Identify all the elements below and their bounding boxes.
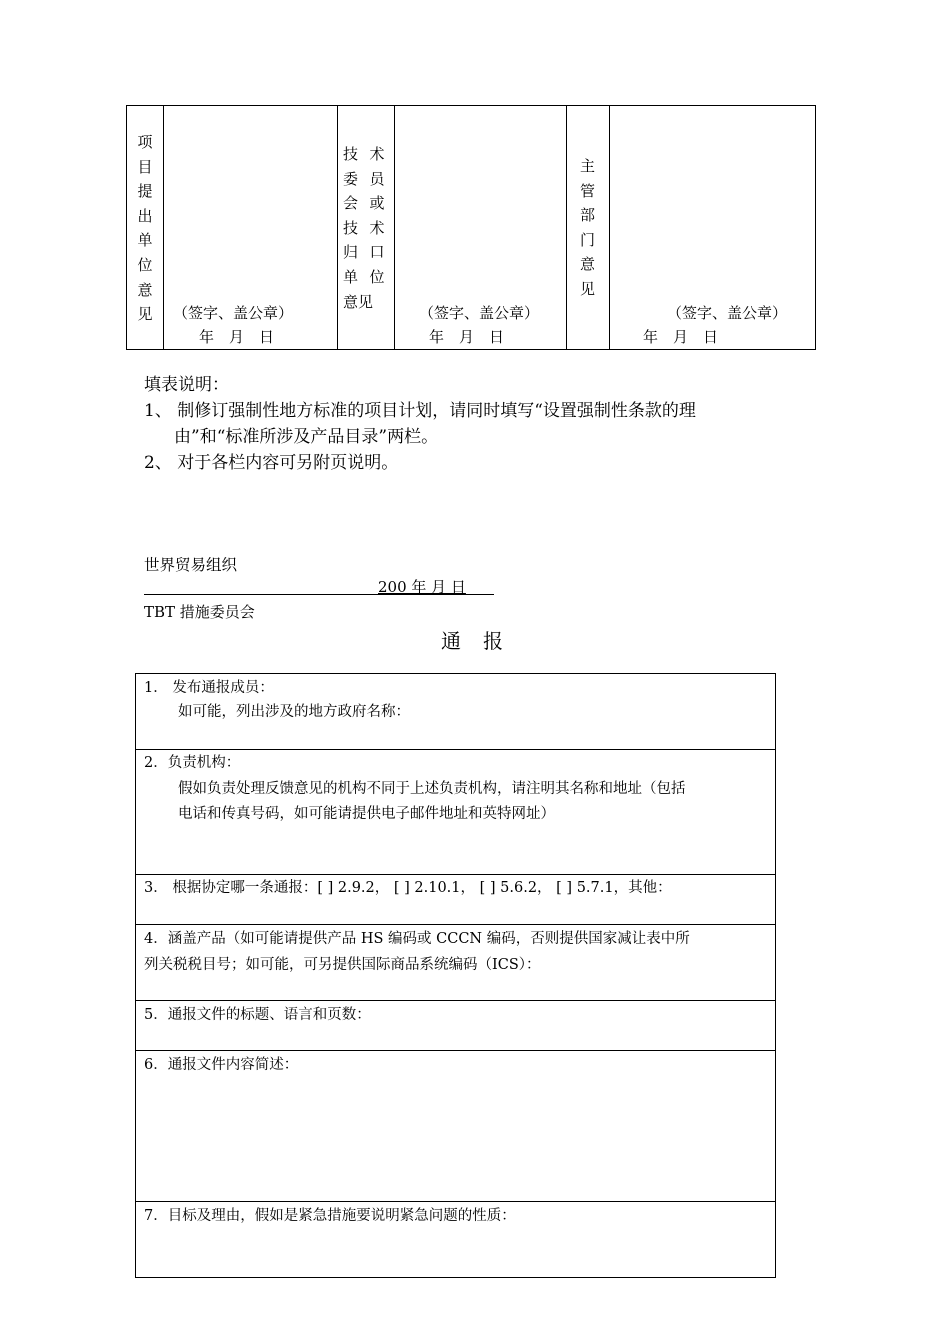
table-row xyxy=(136,1201,775,1278)
column-divider xyxy=(609,106,610,349)
page-title: 通 报 xyxy=(441,629,504,653)
label-char: 意 xyxy=(137,280,153,299)
row-label: 6．通报文件内容简述： xyxy=(144,1057,299,1073)
approval-table xyxy=(126,105,816,350)
label-char: 主 xyxy=(579,157,595,175)
table-row xyxy=(136,1050,775,1202)
notes-heading: 填表说明： xyxy=(144,375,229,395)
label-char: 技 xyxy=(343,145,359,163)
tech-committee-label-right xyxy=(367,142,387,290)
row-label: 4．涵盖产品（如可能请提供产品 HS 编码或 CCCN 编码，否则提供国家减让表中所 xyxy=(144,931,690,947)
label-char: 术 xyxy=(369,145,385,163)
row-label: 3． 根据协定哪一条通报：[ ] 2.9.2， [ ] 2.10.1， [ ] 5.6.2， [ ] 5.7.1，其他： xyxy=(144,880,672,896)
row-text: 列关税税目号；如可能，可另提供国际商品系统编码（ICS）： xyxy=(144,957,541,973)
label-char: 门 xyxy=(579,230,595,249)
label-char: 项 xyxy=(137,133,153,151)
date-line: 年 月 日 xyxy=(429,328,505,346)
signature-line: （签字、盖公章） xyxy=(173,304,294,322)
wto-org: 世界贸易组织 xyxy=(144,556,238,574)
label-char: 部 xyxy=(579,206,595,225)
tech-committee-label-left xyxy=(343,142,374,314)
column-divider xyxy=(394,106,395,349)
label-char: 口 xyxy=(369,243,385,262)
header-date: 200 年 月 日 xyxy=(378,578,466,596)
label-char: 见 xyxy=(137,305,153,324)
date-line: 年 月 日 xyxy=(199,328,275,346)
note-item-1-cont: 由”和“标准所涉及产品目录”两栏。 xyxy=(174,427,439,447)
committee-name: TBT 措施委员会 xyxy=(144,603,255,621)
label-char: 技 xyxy=(343,218,359,237)
table-row xyxy=(136,874,775,925)
label-char: 术 xyxy=(369,218,385,237)
project-unit-opinion-label xyxy=(127,130,163,327)
label-char: 意见 xyxy=(343,292,374,311)
label-char: 提 xyxy=(137,182,153,201)
label-char: 或 xyxy=(369,194,385,213)
column-divider xyxy=(163,106,164,349)
label-char: 员 xyxy=(369,169,385,188)
label-char: 位 xyxy=(137,255,153,274)
row-text: 假如负责处理反馈意见的机构不同于上述负责机构，请注明其名称和地址（包括 xyxy=(178,781,686,797)
row-label: 7．目标及理由，假如是紧急措施要说明紧急问题的性质： xyxy=(144,1208,516,1224)
row-label: 1． 发布通报成员： xyxy=(144,680,274,696)
row-text: 电话和传真号码，如可能请提供电子邮件地址和英特网址） xyxy=(178,806,555,822)
note-item-1: 1、 制修订强制性地方标准的项目计划，请同时填写“设置强制性条款的理 xyxy=(144,401,696,421)
row-label: 2．负责机构： xyxy=(144,755,241,771)
label-char: 归 xyxy=(343,243,359,262)
column-divider xyxy=(337,106,338,349)
date-line: 年 月 日 xyxy=(643,328,719,346)
table-row xyxy=(136,674,775,749)
label-char: 会 xyxy=(343,194,359,213)
table-row xyxy=(136,924,775,1001)
note-item-2: 2、 对于各栏内容可另附页说明。 xyxy=(144,453,399,473)
label-char: 出 xyxy=(137,206,153,225)
label-char: 见 xyxy=(579,279,595,298)
label-char: 管 xyxy=(579,181,595,200)
authority-opinion-label xyxy=(566,154,609,302)
row-label: 5．通报文件的标题、语言和页数： xyxy=(144,1007,371,1023)
label-char: 位 xyxy=(369,267,385,286)
label-char: 意 xyxy=(579,255,595,274)
row-text: 如可能，列出涉及的地方政府名称： xyxy=(178,704,410,720)
label-char: 目 xyxy=(137,157,153,176)
table-row xyxy=(136,1000,775,1051)
signature-line: （签字、盖公章） xyxy=(419,304,540,322)
label-char: 单 xyxy=(137,231,153,250)
label-char: 单 xyxy=(343,267,359,286)
notification-table xyxy=(135,673,776,1278)
signature-line: （签字、盖公章） xyxy=(667,304,788,322)
label-char: 委 xyxy=(343,169,359,188)
table-row xyxy=(136,749,775,875)
